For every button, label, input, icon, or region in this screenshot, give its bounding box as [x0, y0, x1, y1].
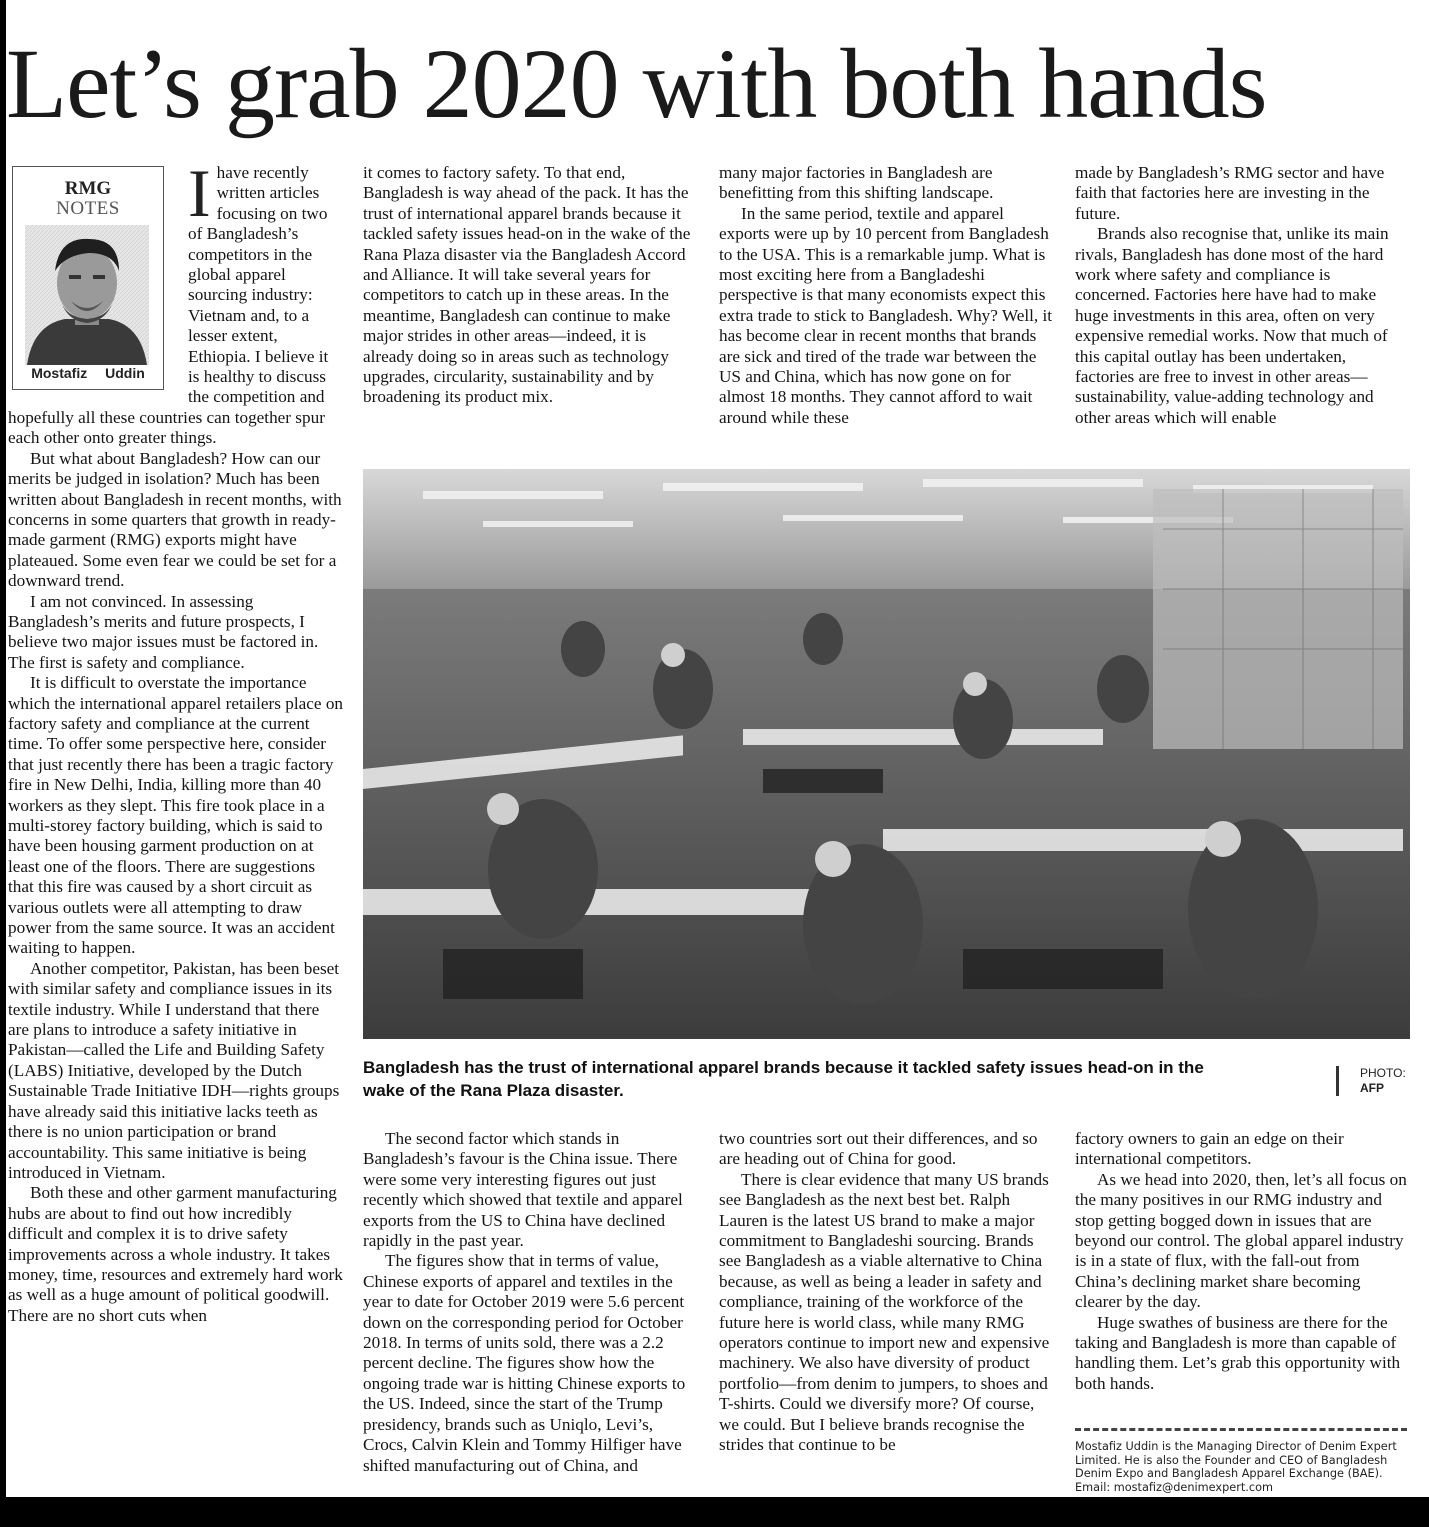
photo-credit-label: PHOTO:: [1360, 1066, 1406, 1080]
column-4-top: [1075, 163, 1407, 428]
paragraph: Brands also recognise that, unlike its main rivals, Bangladesh has done most of the hard work where safety and compliance is concerned. Factories here have had to make huge investments in this area, often on very expensive remedial works. Now that much of this capital outlay has been undertaken, factories are free to invest in other areas—sustainability, value-adding technology and other areas which will enable: [1075, 224, 1389, 427]
paragraph: As we head into 2020, then, let’s all focus on the many positives in our RMG industry and stop getting bogged down in issues that are beyond our control. The global apparel industry is in a state of flux, with the fall-out from China’s declining market share becoming clearer by the day.: [1075, 1169, 1407, 1312]
paragraph: The figures show that in terms of value, Chinese exports of apparel and textiles in the year to date for October 2019 were 5.6 percent down on the corresponding period for October 2018. In terms of units sold, there was a 2.2 percent decline. The figures show how the ongoing trade war is hitting Chinese exports to the US. Indeed, since the start of the Trump presidency, brands such as Uniqlo, Levi’s, Crocs, Calvin Klein and Tommy Hilfiger have shifted manufacturing out of China, and: [363, 1251, 686, 1475]
column-4-bottom: [1075, 1129, 1407, 1394]
paragraph: Huge swathes of business are there for the taking and Bangladesh is more than capable of handling them. Let’s grab this opportunity with both hands.: [1075, 1312, 1401, 1393]
author-first-name: Mostafiz: [31, 365, 88, 381]
intro-text: have recently written articles focusing on two of Bangladesh’s competitors in the global apparel sourcing industry: Vietnam and, to a lesser extent, Ethiopia. I believe it is healthy to discuss the competition and hopefully all these countries can together spur each other onto greater things.: [8, 163, 329, 448]
columnist-box-spacer: [8, 163, 188, 391]
factory-floor-photo: [363, 469, 1410, 1039]
column-2-top: [363, 163, 695, 408]
column-2-bottom: [363, 1129, 695, 1476]
paragraph: It is difficult to overstate the importance which the international apparel retailers place on factory safety and compliance at the current time. To offer some perspective here, consider that just recently there has been a tragic factory fire in New Delhi, India, killing more than 40 workers as they slept. This fire took place in a multi-storey factory building, which is said to have been housing garment production on at least one of the floors. There are suggestions that this fire was caused by a short circuit as various outlets were all attempting to draw power from the same source. It was an accident waiting to happen.: [8, 673, 344, 958]
photo-credit: [1360, 1066, 1406, 1096]
credit-divider: [1336, 1066, 1339, 1096]
paragraph: factory owners to gain an edge on their international competitors.: [1075, 1129, 1344, 1169]
paragraph: The second factor which stands in Bangladesh’s favour is the China issue. There were some very interesting figures out just recently which showed that textile and apparel exports from the US to China have declined rapidly in the past year.: [363, 1129, 683, 1251]
column-1: [8, 155, 344, 1326]
photo-credit-source: AFP: [1360, 1081, 1384, 1095]
paragraph: made by Bangladesh’s RMG sector and have faith that factories here are investing in the future.: [1075, 163, 1385, 223]
column-tag-line1: RMG: [64, 178, 112, 199]
paragraph: many major factories in Bangladesh are benefitting from this shifting landscape.: [719, 163, 994, 203]
bottom-border-bar: [0, 1497, 1429, 1527]
headline: Let’s grab 2020 with both hands: [6, 28, 1267, 139]
paragraph: Both these and other garment manufacturing hubs are about to find out how incredibly difficult and complex it is to drive safety improvements across a whole industry. It takes money, time, resources and extremely hard work as well as a huge amount of political goodwill. There are no short cuts when: [8, 1183, 343, 1325]
drop-cap: I: [188, 155, 211, 231]
column-3-top: [719, 163, 1055, 428]
paragraph: There is clear evidence that many US brands see Bangladesh as the next best bet. Ralph Lauren is the latest US brand to make a major commitment to Bangladeshi sourcing. Brands see Bangladesh as a viable alternative to China because, as well as being a leader in safety and compliance, training of the workforce of the future here is world class, while many RMG operators continue to import new and expensive machinery. We also have diversity of product portfolio—from denim to jumpers, to shoes and T-shirts. Could we diversify more? Of course, we could. But I believe brands recognise the strides that continue to be: [719, 1169, 1050, 1455]
paragraph: Another competitor, Pakistan, has been beset with similar safety and compliance issues in its textile industry. While I understand that there are plans to introduce a safety initiative in Pakistan—called the Life and Building Safety (LABS) Initiative, developed by the Dutch Sustainable Trade Initiative IDH—rights groups have already said this initiative lacks teeth as there is no union participation or brand accountability. This same initiative is being introduced in Vietnam.: [8, 958, 340, 1182]
paragraph: it comes to factory safety. To that end, Bangladesh is way ahead of the pack. It has the trust of international apparel brands because it tackled safety issues head-on in the wake of the Rana Plaza disaster via the Bangladesh Accord and Alliance. It will take several years for competitors to catch up in these areas. In the meantime, Bangladesh can continue to make major strides in other areas—indeed, it is already doing so in areas such as technology upgrades, circularity, sustainability and by broadening its product mix.: [363, 163, 691, 407]
author-bio: Mostafiz Uddin is the Managing Director of Denim Expert Limited. He is also the Founder and CEO of Bangladesh Denim Expo and Bangladesh Apparel Exchange (BAE). Email: mostafiz@denimexpert.com: [1075, 1440, 1397, 1494]
left-border-rule: [0, 0, 6, 1527]
paragraph: two countries sort out their differences, and so are heading out of China for good.: [719, 1129, 1038, 1169]
column-3-bottom: [719, 1129, 1055, 1456]
paragraph: I am not convinced. In assessing Bangladesh’s merits and future prospects, I believe two major issues must be factored in. The first is safety and compliance.: [8, 591, 319, 672]
column-tag-line2: NOTES: [56, 198, 120, 219]
author-last-name: Uddin: [105, 365, 145, 381]
photo-caption: Bangladesh has the trust of international apparel brands because it tackled safety issues head-on in the wake of the Rana Plaza disaster.: [363, 1058, 1204, 1100]
paragraph: But what about Bangladesh? How can our merits be judged in isolation? Much has been written about Bangladesh in recent months, with concerns in some quarters that growth in ready-made garment (RMG) exports might have plateaued. Some even fear we could be set for a downward trend.: [8, 448, 342, 591]
bio-divider: [1075, 1428, 1407, 1431]
paragraph: In the same period, textile and apparel exports were up by 10 percent from Bangladesh to the USA. This is a remarkable jump. What is most exciting here from a Bangladeshi perspective is that many economists expect this extra trade to stick to Bangladesh. Why? Well, it has become clear in recent months that brands are sick and tired of the trade war between the US and China, which has now gone on for almost 18 months. They cannot afford to wait around while these: [719, 203, 1053, 427]
